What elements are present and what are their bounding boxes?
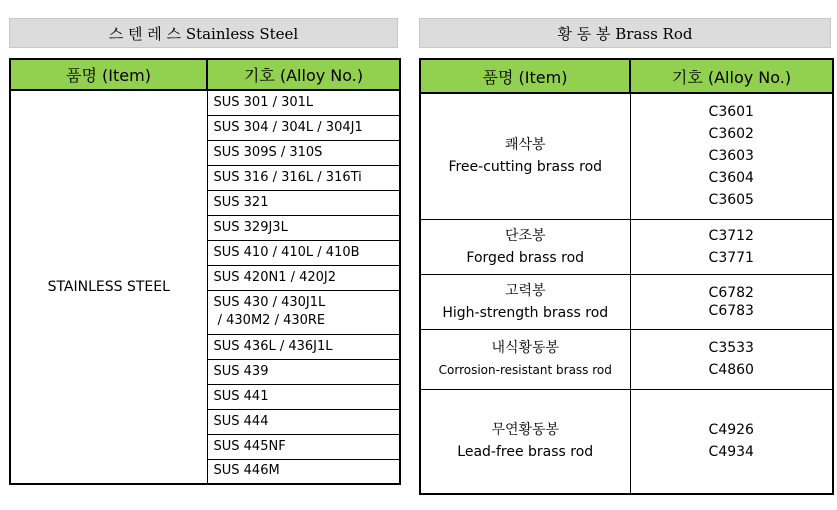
item-name-cell	[420, 93, 630, 219]
stainless-steel-table	[9, 58, 401, 485]
item-name-stainless: STAINLESS STEEL	[10, 90, 207, 484]
header-alloy: 기호 (Alloy No.)	[207, 59, 400, 90]
item-name-en: Corrosion-resistant brass rod	[438, 363, 612, 377]
alloy-430-line1: SUS 430 / 430J1L	[213, 295, 326, 310]
alloy-cell: SUS 410 / 410L / 410B	[207, 240, 400, 265]
alloy-value: C3603	[708, 148, 754, 165]
alloy-cell: SUS 301 / 301L	[207, 90, 400, 115]
alloy-value: C3771	[708, 249, 754, 266]
table-row	[420, 274, 833, 329]
alloy-cell: SUS 441	[207, 384, 400, 409]
alloy-cell: SUS 436L / 436J1L	[207, 334, 400, 359]
item-name-kr: 고력봉	[504, 282, 546, 299]
item-name-kr: 내식황동봉	[491, 340, 560, 356]
item-name-kr: 무연황동봉	[491, 422, 560, 439]
alloy-value: C6782	[708, 284, 754, 301]
item-name-cell	[420, 389, 630, 494]
alloy-list-cell	[630, 389, 833, 494]
table-row	[420, 329, 833, 389]
item-name-en: Lead-free brass rod	[457, 444, 594, 461]
table-row	[420, 93, 833, 219]
item-name-cell	[420, 329, 630, 389]
table-header-row	[420, 59, 833, 93]
brass-rod-table	[419, 58, 834, 495]
header-alloy: 기호 (Alloy No.)	[630, 59, 833, 93]
item-name-en: High-strength brass rod	[442, 304, 609, 321]
alloy-cell: SUS 321	[207, 190, 400, 215]
alloy-cell: SUS 304 / 304L / 304J1	[207, 115, 400, 140]
alloy-cell-430	[207, 290, 400, 334]
alloy-value: C3601	[708, 104, 754, 121]
table-row	[420, 389, 833, 494]
item-name-cell	[420, 219, 630, 274]
table-row	[420, 219, 833, 274]
alloy-value: C3712	[708, 227, 754, 244]
header-item: 품명 (Item)	[420, 59, 630, 93]
alloy-value: C3602	[708, 126, 754, 143]
alloy-list-cell	[630, 219, 833, 274]
alloy-cell: SUS 420N1 / 420J2	[207, 265, 400, 290]
alloy-list-cell	[630, 329, 833, 389]
item-name-cell	[420, 274, 630, 329]
alloy-value: C4926	[708, 422, 754, 439]
alloy-list-cell	[630, 274, 833, 329]
alloy-cell: SUS 439	[207, 359, 400, 384]
alloy-cell: SUS 446M	[207, 459, 400, 484]
alloy-430-line2: / 430M2 / 430RE	[213, 313, 326, 328]
table-row	[10, 90, 400, 115]
alloy-list-cell	[630, 93, 833, 219]
alloy-value: C3604	[708, 170, 754, 187]
alloy-value: C4934	[708, 444, 754, 461]
alloy-value: C3533	[708, 340, 754, 356]
header-item: 품명 (Item)	[10, 59, 207, 90]
alloy-value: C3605	[708, 192, 754, 209]
alloy-cell: SUS 329J3L	[207, 215, 400, 240]
brass-rod-title: 황 동 봉 Brass Rod	[419, 18, 831, 48]
item-name-en: Free-cutting brass rod	[448, 159, 603, 176]
alloy-cell: SUS 444	[207, 409, 400, 434]
alloy-cell: SUS 316 / 316L / 316Ti	[207, 165, 400, 190]
table-header-row	[10, 59, 400, 90]
item-name-kr: 단조봉	[504, 227, 546, 244]
alloy-value: C4860	[708, 362, 754, 378]
stainless-steel-title: 스 텐 레 스 Stainless Steel	[9, 18, 398, 48]
alloy-cell: SUS 445NF	[207, 434, 400, 459]
item-name-kr: 쾌삭봉	[504, 137, 546, 154]
alloy-cell: SUS 309S / 310S	[207, 140, 400, 165]
alloy-value: C6783	[708, 302, 754, 319]
item-name-en: Forged brass rod	[466, 249, 585, 266]
